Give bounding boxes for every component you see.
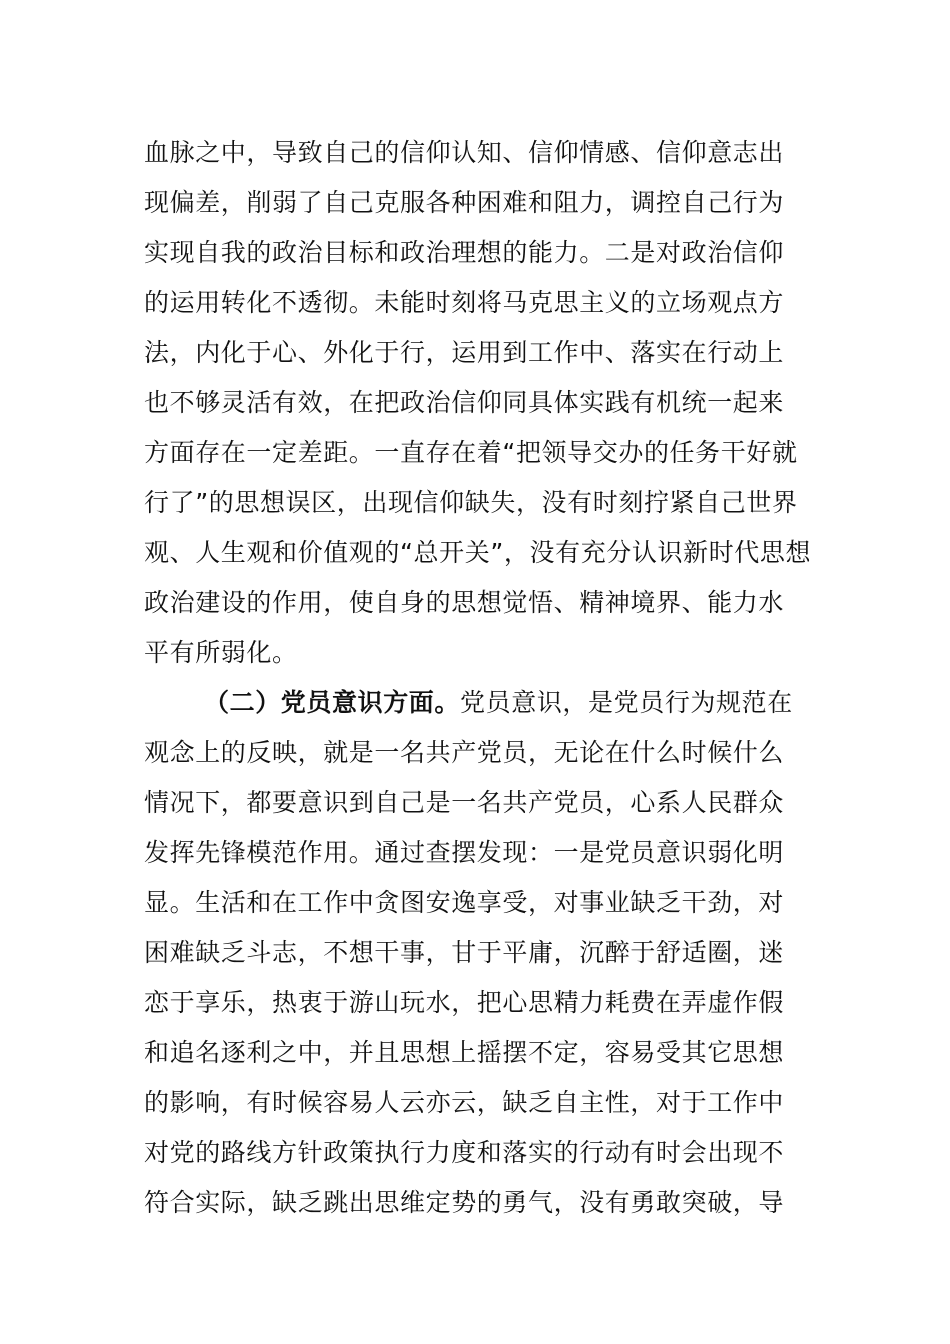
text-line: 困难缺乏斗志，不想干事，甘于平庸，沉醉于舒适圈，迷 (144, 938, 785, 967)
text-line: 和追名逐利之中，并且思想上摇摆不定，容易受其它思想 (144, 1038, 785, 1067)
text-line: 方面存在一定差距。一直存在着“把领导交办的任务干好就 (144, 438, 798, 467)
text-line: 政治建设的作用，使自身的思想觉悟、精神境界、能力水 (144, 588, 785, 617)
text-line: 显。生活和在工作中贪图安逸享受，对事业缺乏干劲，对 (144, 888, 785, 917)
text-line: 符合实际，缺乏跳出思维定势的勇气，没有勇敢突破，导 (144, 1188, 785, 1217)
text-line: 行了”的思想误区，出现信仰缺失，没有时刻拧紧自己世界 (144, 488, 798, 517)
text-line: 法，内化于心、外化于行，运用到工作中、落实在行动上 (144, 338, 785, 367)
section-first-line (144, 678, 814, 728)
section-heading: （二）党员意识方面。 (204, 688, 461, 717)
text-line: 的影响，有时候容易人云亦云，缺乏自主性，对于工作中 (144, 1088, 785, 1117)
text-line: 对党的路线方针政策执行力度和落实的行动有时会出现不 (144, 1138, 785, 1167)
document-body (144, 128, 814, 1228)
text-line: 观、人生观和价值观的“总开关”，没有充分认识新时代思想 (144, 538, 812, 567)
text-line: 平有所弱化。 (144, 638, 298, 667)
section-first-line-text: 党员意识，是党员行为规范在 (460, 688, 793, 717)
text-line: 现偏差，削弱了自己克服各种困难和阻力，调控自己行为 (144, 188, 785, 217)
text-line: 恋于享乐，热衷于游山玩水，把心思精力耗费在弄虚作假 (144, 988, 785, 1017)
text-line: 血脉之中，导致自己的信仰认知、信仰情感、信仰意志出 (144, 138, 785, 167)
text-line: 发挥先锋模范作用。通过查摆发现：一是党员意识弱化明 (144, 838, 785, 867)
text-line: 情况下，都要意识到自己是一名共产党员，心系人民群众 (144, 788, 785, 817)
text-line: 实现自我的政治目标和政治理想的能力。二是对政治信仰 (144, 238, 785, 267)
text-line: 也不够灵活有效，在把政治信仰同具体实践有机统一起来 (144, 388, 785, 417)
text-line: 的运用转化不透彻。未能时刻将马克思主义的立场观点方 (144, 288, 785, 317)
text-line: 观念上的反映，就是一名共产党员，无论在什么时候什么 (144, 738, 785, 767)
